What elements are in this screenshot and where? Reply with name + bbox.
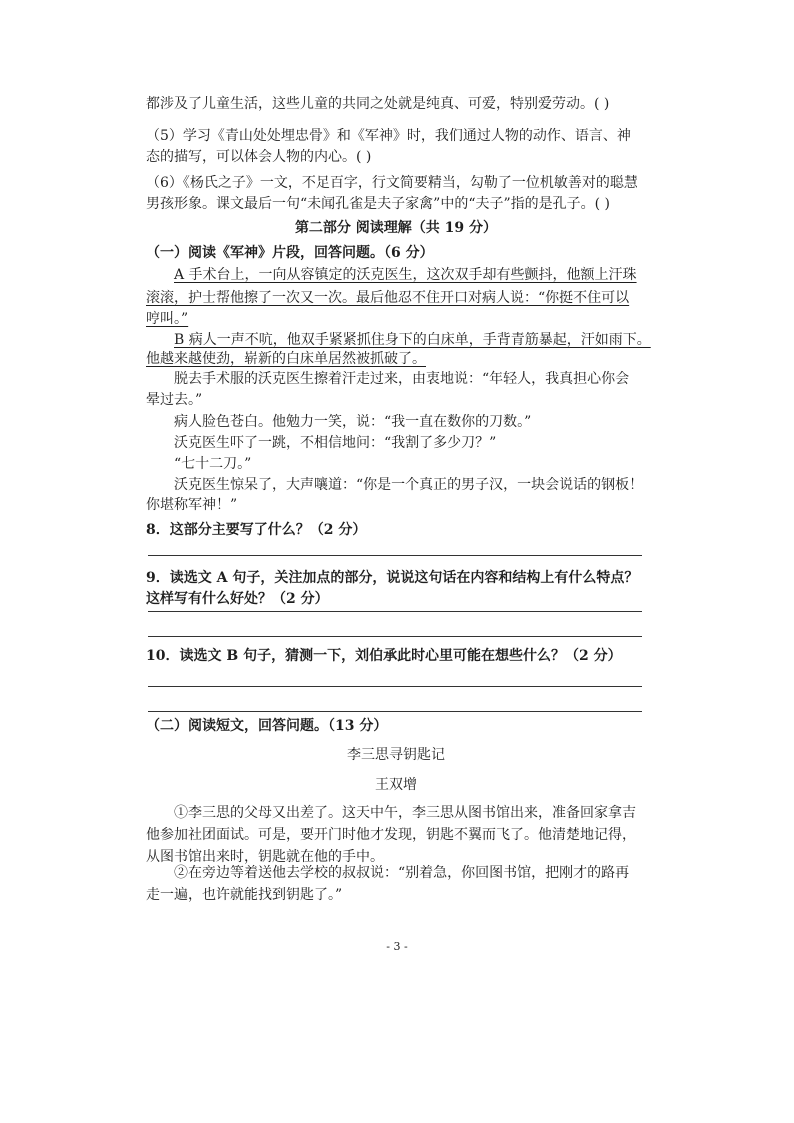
passage2-para2-line1: ②在旁边等着送他去学校的叔叔说：“别着急，你回图书馆，把刚才的路再 <box>174 865 630 881</box>
passage2-para1-line1: ①李三思的父母又出差了。这天中午，李三思从图书馆出来，准备回家拿吉 <box>174 805 636 821</box>
judgement-item-6-line1: （6）《杨氏之子》一文，不足百字，行文简要精当，勾勒了一位机敏善对的聪慧 <box>146 175 638 191</box>
passage2-author: 王双增 <box>375 777 417 793</box>
judgement-item-4-end: 都涉及了儿童生活，这些儿童的共同之处就是纯真、可爱，特别爱劳动。( ) <box>146 96 610 112</box>
answer-line-q8[interactable] <box>148 555 642 556</box>
passage1-sentence-b-line2: 他越来越使劲，崭新的白床单居然被抓破了。 <box>146 351 426 367</box>
answer-line-q9-1[interactable] <box>148 611 642 612</box>
part2-title: 第二部分 阅读理解（共 19 分） <box>294 220 498 236</box>
passage1-para3-line1: 脱去手术服的沃克医生擦着汗走过来，由衷地说：“年轻人，我真担心你会 <box>174 371 630 387</box>
question-10: 10．读选文 B 句子，猜测一下，刘伯承此时心里可能在想些什么？（2 分） <box>146 648 622 664</box>
passage1-para7-line1: 沃克医生惊呆了，大声嚷道：“你是一个真正的男子汉，一块会说话的钢板！ <box>174 477 644 493</box>
passage1-sentence-a-line1: A 手术台上，一向从容镇定的沃克医生，这次双手却有些颤抖，他额上汗珠 <box>174 267 637 283</box>
passage2-para1-line3: 从图书馆出来时，钥匙就在他的手中。 <box>146 849 384 865</box>
passage1-sentence-a-line2: 滚滚，护士帮他擦了一次又一次。最后他忍不住开口对病人说：“你挺不住可以 <box>146 290 630 306</box>
passage1-sentence-a-line3: 哼叫。” <box>146 311 189 327</box>
passage2-para2-line2: 走一遍，也许就能找到钥匙了。” <box>146 887 343 903</box>
passage1-para4: 病人脸色苍白。他勉力一笑，说：“我一直在数你的刀数。” <box>174 414 532 430</box>
passage1-sentence-b-line1: B 病人一声不吭，他双手紧紧抓住身下的白床单，手背青筋暴起，汗如雨下。 <box>174 332 651 348</box>
question-9-line2: 这样写有什么好处？（2 分） <box>146 591 329 607</box>
passage1-para7-line2: 你堪称军神！” <box>146 497 238 513</box>
question-9-line1: 9．读选文 A 句子，关注加点的部分，说说这句话在内容和结构上有什么特点？ <box>146 570 639 586</box>
passage2-title: 李三思寻钥匙记 <box>347 747 445 763</box>
judgement-item-5-line1: （5）学习《青山处处埋忠骨》和《军神》时，我们通过人物的动作、语言、神 <box>146 128 631 144</box>
section2-heading: （二）阅读短文，回答问题。（13 分） <box>146 718 388 734</box>
answer-line-q10-1[interactable] <box>148 686 642 687</box>
answer-line-q9-2[interactable] <box>148 636 642 637</box>
question-8: 8．这部分主要写了什么？（2 分） <box>146 522 367 538</box>
judgement-item-5-line2: 态的描写，可以体会人物的内心。( ) <box>146 149 372 165</box>
passage1-para3-line2: 晕过去。” <box>146 392 203 408</box>
answer-line-q10-2[interactable] <box>148 711 642 712</box>
page-number: - 3 - <box>386 940 408 953</box>
passage1-para6: “七十二刀。” <box>174 456 252 472</box>
section1-heading: （一）阅读《军神》片段，回答问题。（6 分） <box>146 245 434 261</box>
judgement-item-6-line2: 男孩形象。课文最后一句“未闻孔雀是夫子家禽”中的“夫子”指的是孔子。( ) <box>146 196 611 212</box>
passage1-para5: 沃克医生吓了一跳，不相信地问：“我割了多少刀？” <box>174 435 497 451</box>
passage2-para1-line2: 他参加社团面试。可是，要开门时他才发现，钥匙不翼而飞了。他清楚地记得， <box>146 827 636 843</box>
